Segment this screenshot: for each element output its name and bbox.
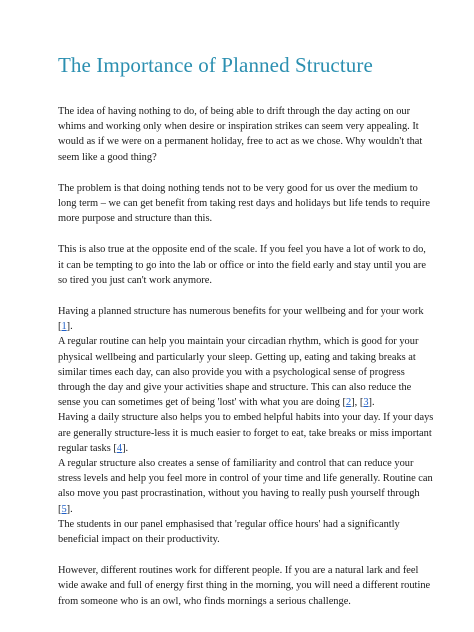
bracket-close: ] [351, 397, 355, 409]
paragraph-end: . [70, 321, 73, 333]
paragraph-intro: The idea of having nothing to do, of being able to drift through the day acting on our whims and working only when desire or inspiration strikes can seem very appealing. It would as if we were on a permanent holiday, free to act as we chose. Why wouldn't that seem like a good thing? [58, 106, 423, 163]
paragraph-text: A regular routine can help you maintain your circadian rhythm, which is good for your physical wellbeing and particularly your sleep. Getting up, eating and taking breaks at similar times each day, can also provide you with a psychological sense of progress through the day and give your activities shape and structure. This can also reduce the sense you can sometimes get of being 'lost' with what you are doing [58, 336, 419, 409]
paragraph-different-routines: However, different routines work for different people. If you are a natural lark and feel wide awake and full of energy first thing in the morning, you will need a different routine from someone who is an owl, who finds mornings a serious challenge. [58, 565, 431, 607]
citation-link-2[interactable]: 2 [346, 397, 352, 409]
page-title: The Importance of Planned Structure [58, 53, 373, 77]
paragraph-problem: The problem is that doing nothing tends not to be very good for us over the medium to long term – we can get benefit from taking rest days and holidays but life tends to require more purpose and structure than this. [58, 182, 430, 225]
paragraph-end: . [125, 442, 129, 454]
paragraph-text: A regular structure also creates a sense of familiarity and control that can reduce your stress levels and help you feel more in control of your time and life generally. Routine can also move you past procrastination, without you having to really push yourself through [58, 458, 433, 500]
paragraph-habits [58, 410, 434, 456]
paragraph-students: The students in our panel emphasised that 'regular office hours' had a significantly beneficial impact on their productivity. [58, 518, 400, 546]
bracket-open: [ [58, 503, 62, 515]
bracket-open: [ [113, 442, 117, 454]
citation-separator: , [354, 397, 360, 409]
citation-link-5[interactable]: 5 [61, 503, 67, 515]
paragraph-benefits [58, 304, 434, 334]
citation-link-3[interactable]: 3 [363, 397, 369, 409]
bracket-open: [ [58, 321, 62, 333]
bracket-close: ] [66, 321, 71, 333]
bracket-open: [ [342, 397, 346, 409]
bracket-open: [ [359, 397, 364, 409]
bracket-close: ] [66, 503, 71, 515]
paragraph-opposite: This is also true at the opposite end of the scale. If you feel you have a lot of work to do, it can be tempting to go into the lab or office or into the field early and stay until you are so tired you just can't work anymore. [58, 244, 426, 286]
paragraph-text: Having a planned structure has numerous benefits for your wellbeing and for your work [58, 306, 424, 318]
paragraph-control [58, 456, 434, 517]
citation-link-1[interactable]: 1 [61, 321, 67, 333]
paragraph-routine [58, 334, 434, 410]
paragraph-end: . [70, 503, 73, 515]
paragraph-text: Having a daily structure also helps you to embed helpful habits into your day. If your days are generally structure-less it is much easier to forget to eat, take breaks or miss important regular tasks [58, 412, 434, 454]
paragraph-end: . [372, 397, 375, 409]
bracket-close: ] [368, 397, 373, 409]
citation-link-4[interactable]: 4 [116, 442, 123, 454]
bracket-close: ] [122, 442, 126, 454]
